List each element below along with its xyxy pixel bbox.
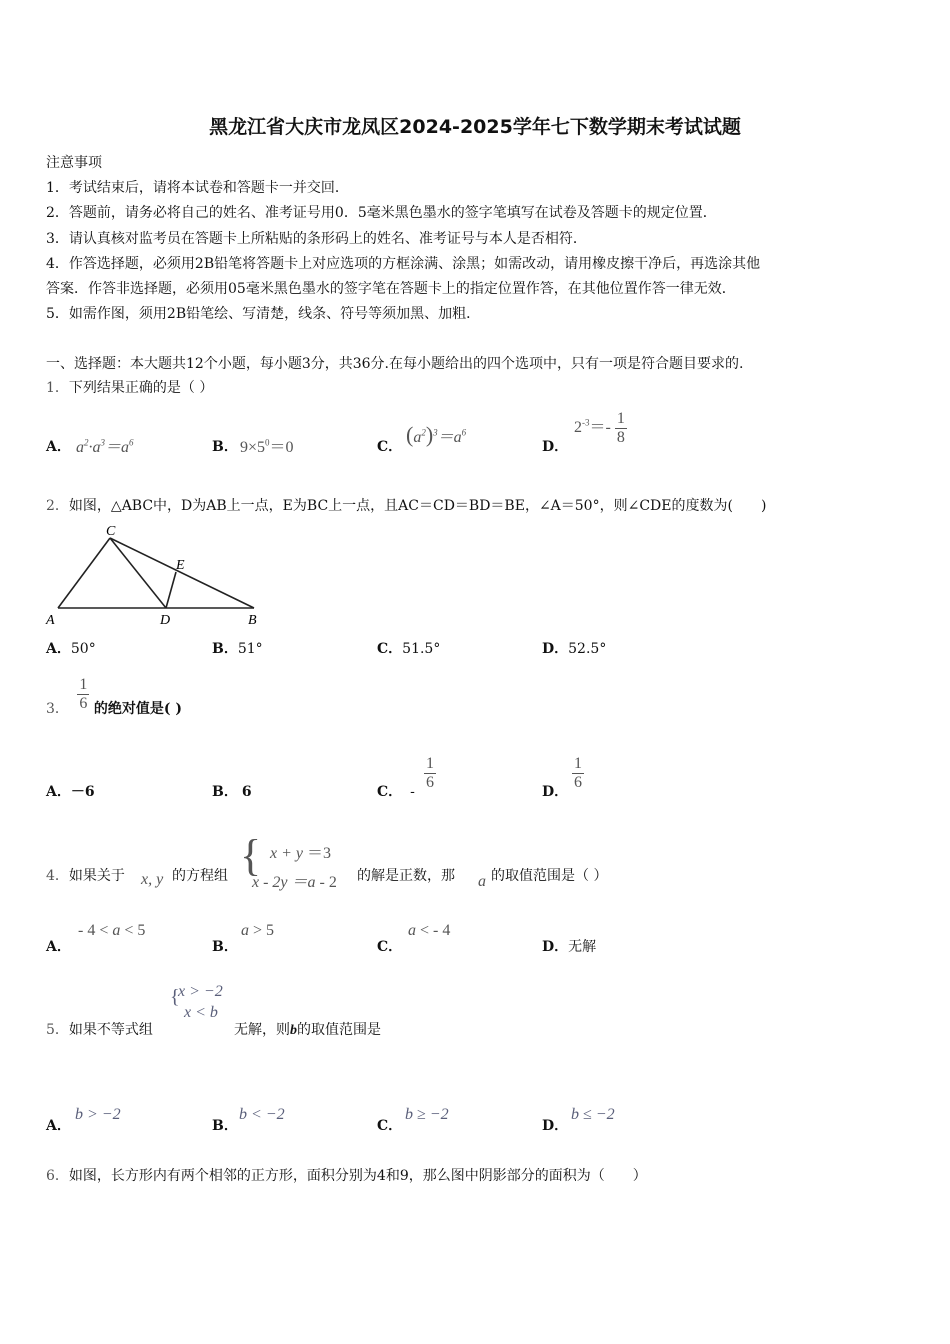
option-value: 6 — [241, 784, 252, 800]
q5-option-a-formula: b > −2 — [75, 1106, 121, 1123]
option-letter: B． — [212, 439, 238, 455]
q1-option-c-formula: $(a^2)^3=a^6$ — [406, 422, 467, 447]
question-number: 2． — [46, 498, 69, 514]
question-number: 5． — [46, 1022, 69, 1038]
q5-option-d[interactable] — [542, 1115, 568, 1135]
question-2 — [46, 495, 766, 515]
q3-option-a[interactable] — [46, 781, 95, 801]
q1-option-b-formula: $9\times 5^0=0$ — [240, 437, 294, 456]
option-value: －6 — [70, 784, 95, 800]
q5-option-d-formula: b ≤ −2 — [571, 1106, 615, 1123]
option-letter: D． — [542, 939, 569, 955]
inequality-1: x > −2 — [178, 983, 223, 1000]
option-letter: B． — [212, 939, 238, 955]
question-text: 如图，长方形内有两个相邻的正方形，面积分别为4和9，那么图中阴影部分的面积为（ ） — [68, 1168, 647, 1184]
section-heading: 一、选择题：本大题共12个小题，每小题3分，共36分.在每小题给出的四个选项中，只有一项是符合题目要求的. — [46, 356, 744, 372]
q3-option-b[interactable] — [212, 781, 252, 801]
equation-2: x - 2y ＝a - 2 — [252, 874, 337, 891]
brace-icon: { — [240, 831, 262, 880]
option-letter: B． — [212, 641, 238, 657]
q4-option-b-formula: a > 5 — [241, 922, 275, 939]
notes-heading: 注意事项 — [46, 155, 102, 171]
q5-option-b-formula: b < −2 — [239, 1106, 285, 1123]
q1-option-a-formula: $a^2\cdot a^3=a^6$ — [76, 437, 134, 456]
question-number: 3． — [46, 701, 69, 717]
option-letter: D． — [542, 641, 569, 657]
page-title: 黑龙江省大庆市龙凤区2024-2025学年七下数学期末考试试题 — [209, 116, 741, 138]
option-value: 52.5° — [568, 641, 607, 657]
brace-icon: { — [170, 986, 180, 1008]
point-label: D — [160, 613, 171, 628]
q3-option-d[interactable] — [542, 781, 568, 801]
q1-option-d-formula: $2^{-3}=-$ $\frac{1}{8}$ — [574, 410, 625, 446]
option-value: 51.5° — [402, 641, 441, 657]
option-letter: B． — [212, 1118, 238, 1134]
q3-option-c-fraction: $\frac{1}{6}$ — [426, 755, 434, 791]
note-item: 答案．作答非选择题，必须用05毫米黑色墨水的签字笔在答题卡上的指定位置作答，在其他位置作答一律无效． — [46, 281, 736, 297]
q2-option-b[interactable] — [212, 638, 263, 658]
option-value: 50° — [70, 641, 96, 657]
note-item: 3．请认真核对监考员在答题卡上所粘贴的条形码上的姓名、准考证号与本人是否相符． — [46, 231, 587, 247]
option-letter: D． — [542, 1118, 569, 1134]
q2-option-a[interactable] — [46, 638, 96, 658]
equation-1: x + y ＝3 — [270, 845, 332, 862]
q2-option-d[interactable] — [542, 638, 606, 658]
option-value: 无解 — [568, 939, 597, 955]
note-item: 5．如需作图，须用2B铅笔绘、写清楚，线条、符号等须加黑、加粗． — [46, 306, 481, 322]
q3-option-d-fraction: $\frac{1}{6}$ — [574, 755, 582, 791]
question-text: 如果关于 — [68, 868, 125, 884]
note-item: 2．答题前，请务必将自己的姓名、准考证号用0．5毫米黑色墨水的签字笔填写在试卷及答题卡的规定位置． — [46, 205, 717, 221]
point-label: A — [46, 613, 55, 628]
inequality-2: x < b — [184, 1004, 218, 1021]
q4-option-a[interactable] — [46, 936, 71, 956]
option-value: 51° — [237, 641, 263, 657]
q5-option-c-formula: b ≥ −2 — [405, 1106, 449, 1123]
point-label: E — [176, 558, 185, 573]
question-text: 无解，则 — [234, 1022, 290, 1038]
fraction-one-sixth: $\frac{1}{6}$ — [79, 675, 88, 712]
question-text: 的绝对值是( ) — [93, 701, 182, 717]
question-4 — [46, 865, 125, 885]
question-3 — [46, 670, 182, 718]
q5-option-b[interactable] — [212, 1115, 238, 1135]
option-value: - — [410, 784, 415, 800]
q5-option-c[interactable] — [377, 1115, 402, 1135]
question-text: 如图，△ABC中，D为AB上一点，E为BC上一点，且AC＝CD＝BD＝BE，∠A＝50°，则∠CDE的度数为( ) — [68, 498, 767, 514]
q4-option-d[interactable] — [542, 936, 596, 956]
question-number: 4． — [46, 868, 69, 884]
q1-option-a[interactable] — [46, 436, 71, 456]
option-letter: C． — [377, 641, 403, 657]
variable-a: a — [478, 873, 486, 890]
option-letter: D． — [542, 439, 569, 455]
question-text: 的取值范围是（ ） — [491, 868, 608, 884]
q1-option-c[interactable] — [377, 436, 402, 456]
q4-option-c-formula: a < - 4 — [408, 922, 451, 939]
option-letter: C． — [377, 1118, 403, 1134]
question-text: 如果不等式组 — [68, 1022, 153, 1038]
question-number: 1． — [46, 380, 69, 396]
triangle-figure — [44, 520, 274, 630]
option-letter: A． — [46, 641, 71, 657]
q1-option-b[interactable] — [212, 436, 238, 456]
option-letter: A． — [46, 1118, 71, 1134]
question-text: 下列结果正确的是（ ） — [68, 380, 214, 396]
option-letter: C． — [377, 439, 403, 455]
question-text: 的方程组 — [172, 868, 228, 884]
q3-option-c[interactable] — [377, 781, 415, 801]
question-text: 的取值范围是 — [297, 1022, 381, 1038]
q4-option-c[interactable] — [377, 936, 402, 956]
question-number: 6． — [46, 1168, 69, 1184]
option-letter: C． — [377, 784, 403, 800]
q4-option-b[interactable] — [212, 936, 238, 956]
note-item: 4．作答选择题，必须用2B铅笔将答题卡上对应选项的方框涂满、涂黑；如需改动，请用橡皮擦干净后，再选涂其他 — [46, 256, 761, 272]
point-label: C — [106, 524, 116, 539]
option-letter: C． — [377, 939, 403, 955]
question-1 — [46, 377, 213, 397]
option-letter: D． — [542, 784, 569, 800]
question-6 — [46, 1165, 647, 1185]
question-5 — [46, 1019, 153, 1039]
q1-option-d[interactable] — [542, 436, 568, 456]
question-text: 的解是正数，那 — [357, 868, 455, 884]
variables-xy: x, y — [141, 871, 164, 888]
q4-option-a-formula: - 4 < a < 5 — [78, 922, 146, 939]
option-letter: A． — [46, 939, 71, 955]
option-letter: A． — [46, 784, 71, 800]
option-letter: B． — [212, 784, 238, 800]
point-label: B — [248, 613, 257, 628]
note-item: 1．考试结束后，请将本试卷和答题卡一并交回． — [46, 180, 349, 196]
question-5-tail: 无解，则b的取值范围是 — [234, 1022, 381, 1038]
q5-option-a[interactable] — [46, 1115, 71, 1135]
q2-option-c[interactable] — [377, 638, 440, 658]
option-letter: A． — [46, 439, 71, 455]
